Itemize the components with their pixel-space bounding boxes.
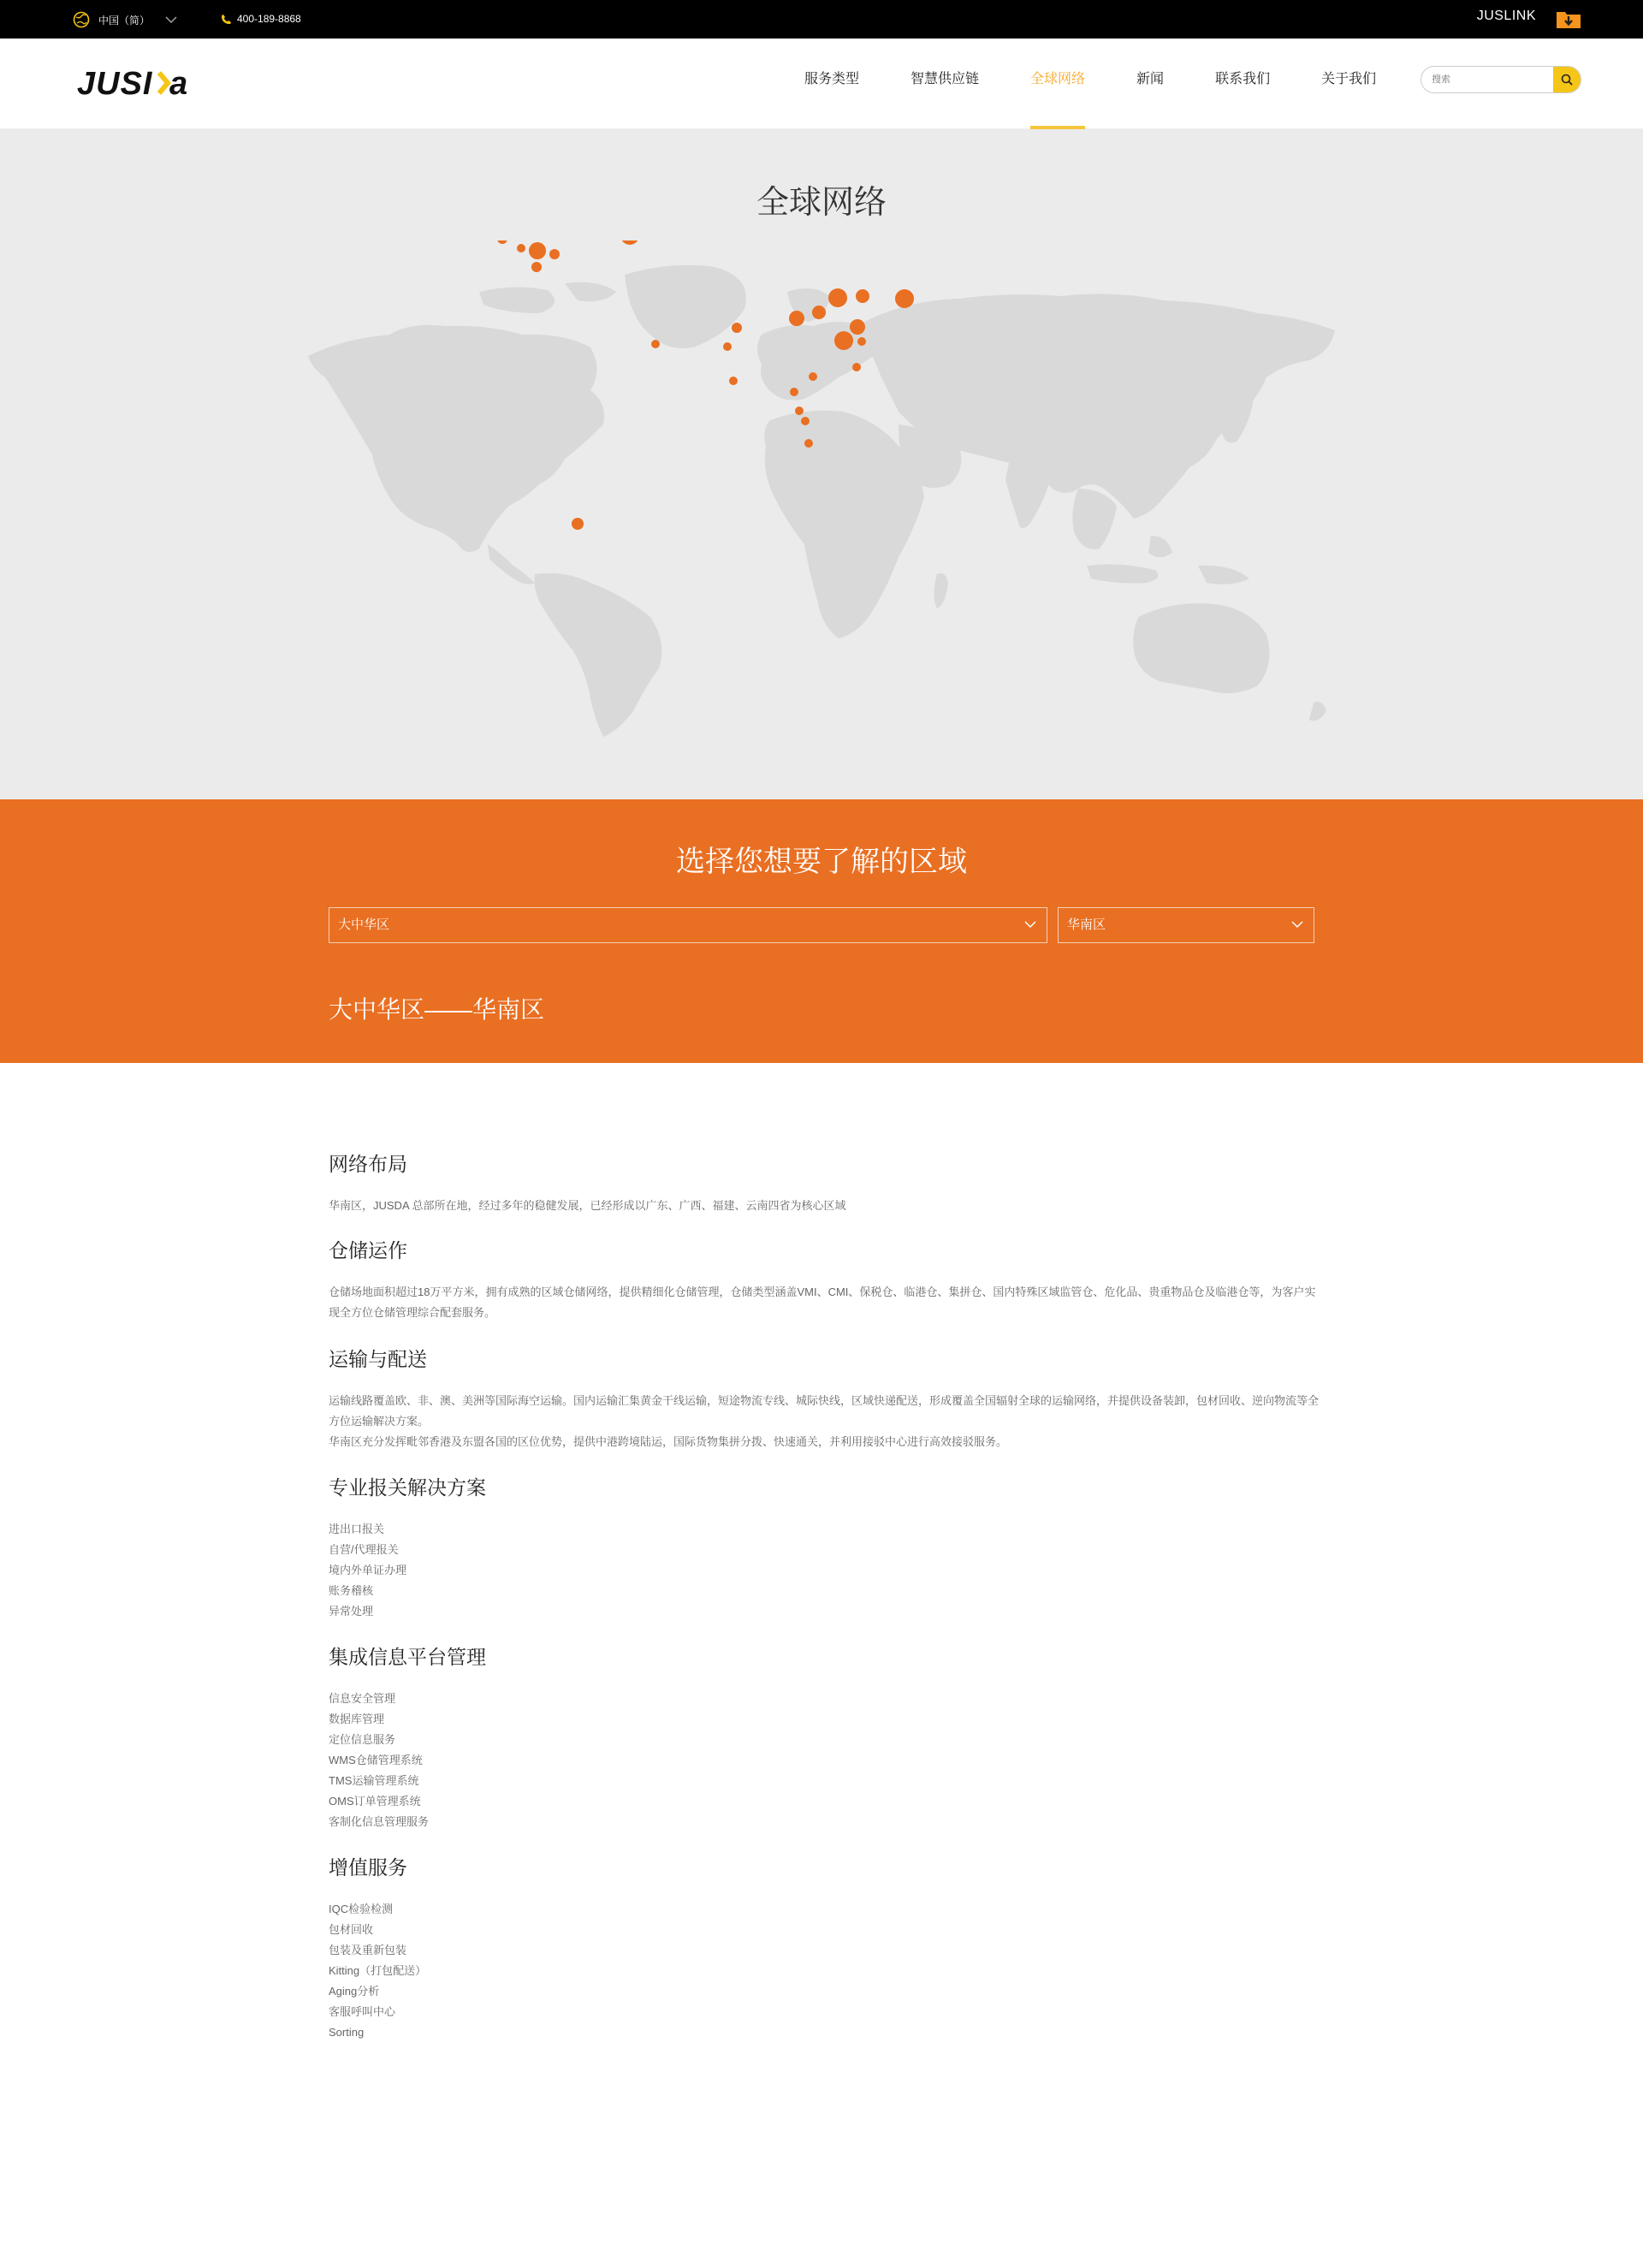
section-text: 仓储场地面积超过18万平方米，拥有成熟的区域仓储网络，提供精细化仓储管理，仓储类型涵盖VMI、CMI、保税仓、临港仓、集拼仓、国内特殊区域监管仓、危化品、贵重物品仓及临港仓等，为客户实现全方位仓储管理综合配套服务。 — [329, 1285, 1316, 1319]
region-select-secondary-value: 华南区 — [1067, 917, 1106, 932]
chevron-down-icon — [1024, 920, 1036, 929]
network-location-marker[interactable] — [834, 331, 853, 350]
network-location-marker[interactable] — [812, 306, 826, 319]
chevron-down-icon — [1291, 920, 1303, 929]
list-item: TMS运输管理系统 — [329, 1774, 419, 1787]
section-value-added — [329, 1852, 426, 2043]
network-location-marker[interactable] — [651, 340, 660, 348]
svg-text:JUSI: JUSI — [77, 66, 153, 100]
network-location-marker[interactable] — [809, 372, 817, 381]
region-select-primary-value: 大中华区 — [338, 917, 390, 932]
list-item: 异常处理 — [329, 1605, 374, 1618]
jusda-logo[interactable] — [77, 66, 210, 100]
nav-news[interactable]: 新闻 — [1136, 72, 1165, 86]
juslink-link[interactable]: JUSLINK — [1476, 9, 1536, 23]
region-select-secondary[interactable] — [1058, 907, 1314, 943]
network-location-marker[interactable] — [572, 518, 584, 530]
section-title: 增值服务 — [329, 1856, 407, 1879]
network-location-marker[interactable] — [497, 240, 507, 244]
network-location-marker[interactable] — [852, 363, 861, 371]
list-item: 进出口报关 — [329, 1523, 385, 1535]
network-location-marker[interactable] — [549, 249, 560, 259]
network-location-marker[interactable] — [620, 240, 639, 245]
network-location-marker[interactable] — [850, 319, 865, 335]
list-item: 数据库管理 — [329, 1713, 385, 1725]
list-item: 定位信息服务 — [329, 1733, 396, 1746]
search-input[interactable] — [1421, 67, 1553, 92]
svg-text:a: a — [169, 66, 188, 100]
network-location-marker[interactable] — [789, 311, 804, 326]
list-item: 客制化信息管理服务 — [329, 1815, 430, 1828]
list-item: 客服呼叫中心 — [329, 2005, 396, 2018]
download-folder-icon[interactable] — [1556, 9, 1581, 29]
network-location-marker[interactable] — [795, 407, 804, 415]
global-network-map-section — [0, 129, 1643, 799]
network-location-marker[interactable] — [801, 417, 810, 425]
section-network-layout — [329, 1149, 846, 1216]
main-header — [0, 39, 1643, 129]
nav-global-network[interactable]: 全球网络 — [1030, 39, 1085, 129]
top-bar — [0, 0, 1643, 39]
list-item: 账务稽核 — [329, 1584, 374, 1597]
nav-service-types[interactable]: 服务类型 — [804, 72, 860, 86]
nav-smart-supply-chain[interactable]: 智慧供应链 — [910, 72, 980, 86]
nav-about-us[interactable]: 关于我们 — [1321, 72, 1377, 86]
search-button[interactable] — [1553, 66, 1581, 93]
section-transport — [329, 1344, 1321, 1452]
network-location-marker[interactable] — [529, 242, 546, 259]
region-heading: 大中华区——华南区 — [329, 996, 545, 1023]
list-item: OMS订单管理系统 — [329, 1795, 421, 1808]
list-item: 包材回收 — [329, 1923, 374, 1936]
section-title: 专业报关解决方案 — [329, 1476, 486, 1499]
section-title: 集成信息平台管理 — [329, 1646, 486, 1668]
section-customs — [329, 1472, 486, 1622]
network-location-marker[interactable] — [828, 288, 847, 307]
region-selector-section — [0, 799, 1643, 1063]
list-item: 信息安全管理 — [329, 1692, 396, 1705]
phone-label: 400-189-8868 — [237, 13, 301, 25]
network-location-marker[interactable] — [723, 342, 732, 351]
section-text: 华南区，JUSDA 总部所在地，经过多年的稳健发展，已经形成以广东、广西、福建、云南四省为核心区域 — [329, 1199, 846, 1212]
section-info-platform — [329, 1642, 486, 1832]
region-select-primary[interactable] — [329, 907, 1047, 943]
locale-label: 中国（简） — [98, 14, 151, 27]
world-map — [308, 240, 1335, 737]
network-location-marker[interactable] — [895, 289, 914, 308]
section-title: 网络布局 — [329, 1153, 407, 1175]
network-location-marker[interactable] — [857, 337, 866, 346]
network-location-marker[interactable] — [732, 323, 742, 333]
section-title: 仓储运作 — [329, 1239, 407, 1262]
network-location-marker[interactable] — [856, 289, 869, 303]
phone-icon — [221, 14, 232, 25]
list-item: IQC检验检测 — [329, 1903, 394, 1915]
section-warehousing — [329, 1235, 1321, 1323]
list-item: Aging分析 — [329, 1985, 380, 1998]
search-box — [1421, 66, 1581, 93]
search-icon — [1561, 74, 1573, 86]
chevron-down-icon — [165, 16, 177, 23]
list-item: 包装及重新包装 — [329, 1944, 407, 1956]
network-location-marker[interactable] — [531, 262, 542, 272]
network-location-marker[interactable] — [729, 377, 738, 385]
network-location-marker[interactable] — [804, 439, 813, 448]
list-item: Sorting — [329, 2026, 365, 2039]
list-item: WMS仓储管理系统 — [329, 1754, 423, 1766]
network-location-marker[interactable] — [517, 244, 525, 252]
list-item: 境内外单证办理 — [329, 1564, 407, 1576]
map-title: 全球网络 — [756, 185, 887, 221]
globe-icon — [73, 11, 90, 28]
phone-number — [221, 13, 301, 25]
section-title: 运输与配送 — [329, 1348, 427, 1370]
list-item: 自营/代理报关 — [329, 1543, 399, 1556]
locale-switcher[interactable] — [73, 11, 177, 28]
main-nav — [804, 39, 1427, 129]
section-text: 华南区充分发挥毗邻香港及东盟各国的区位优势，提供中港跨境陆运，国际货物集拼分拨、快速通关，并利用接驳中心进行高效接驳服务。 — [329, 1435, 1008, 1448]
nav-contact-us[interactable]: 联系我们 — [1215, 72, 1271, 86]
network-location-marker[interactable] — [790, 388, 798, 396]
region-section-title: 选择您想要了解的区域 — [676, 846, 967, 878]
list-item: Kitting（打包配送） — [329, 1964, 427, 1977]
section-text: 运输线路覆盖欧、非、澳、美洲等国际海空运输。国内运输汇集黄金干线运输，短途物流专线、城际快线，区域快递配送，形成覆盖全国辐射全球的运输网络，并提供设备装卸，包材回收、逆向物流等全方位运输解决方案。 — [329, 1394, 1320, 1428]
